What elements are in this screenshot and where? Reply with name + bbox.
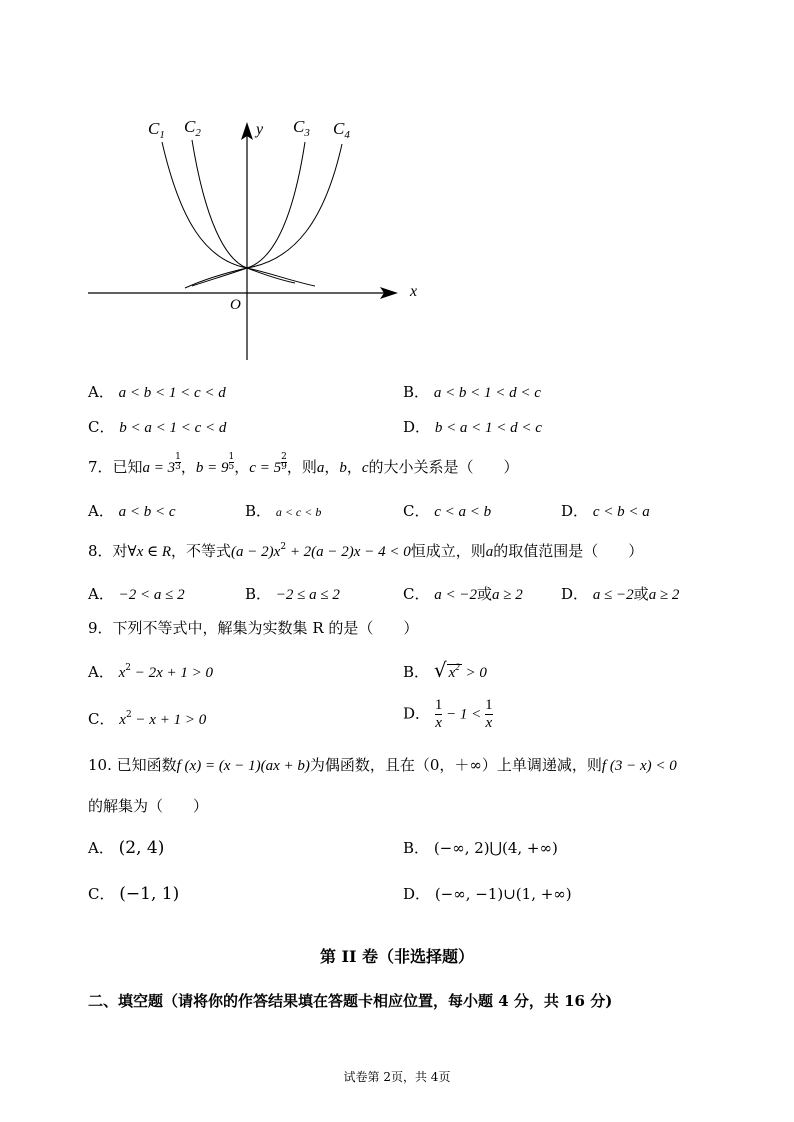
page-footer: 试卷第 2页，共 4页: [343, 1070, 451, 1084]
q10-option-b: B． (−∞, 2)⋃(4, +∞): [403, 839, 558, 857]
q9-option-d: D． $\frac{1}{x}$ − 1 < $\frac{1}{x}$: [403, 697, 493, 731]
q10-stem: 10. 已知函数f (x) = (x − 1)(ax + b)为偶函数，且在（0，＋∞）上单调递减，则f (3 − x) < 0: [88, 756, 677, 774]
q9-stem: 9．下列不等式中，解集为实数集 R 的是（ ）: [88, 619, 419, 637]
q7-stem: 7．已知a = 3 $\frac{1}{3}$ ，b = 9 $\frac{1}{5}$ ，c = 5 $\frac{2}{9}$ ，则a，b，c的大小关系是（ ）: [88, 451, 519, 476]
exponential-curves-figure: [80, 110, 440, 370]
q8-option-a: A． −2 < a ≤ 2: [88, 585, 185, 603]
q7-option-b: B． a < c < b: [245, 502, 322, 520]
q10-option-d: D． (−∞, −1)∪(1, +∞): [403, 885, 572, 903]
q10-stem-line2: 的解集为（ ）: [88, 797, 209, 815]
curve-label-c3: $C_3$: [293, 117, 310, 139]
curve-label-c4: $C_4$: [333, 119, 350, 141]
q9-option-c: C． $x^2 - x + 1 > 0$: [88, 710, 207, 728]
q7-option-c: C． c < a < b: [403, 502, 492, 520]
x-axis-label: x: [410, 283, 418, 300]
q8-option-b: B． −2 ≤ a ≤ 2: [245, 585, 340, 603]
q6-option-b: B． a < b < 1 < d < c: [403, 383, 541, 401]
q10-option-a: A． (2, 4): [88, 838, 165, 858]
y-axis-label: y: [256, 121, 264, 138]
origin-label: O: [230, 297, 241, 313]
curve-label-c1: $C_1$: [148, 119, 165, 141]
q9-option-b: B． √ $x^2 > 0$: [403, 658, 487, 682]
section-title: 第 II 卷（非选择题）: [319, 947, 475, 966]
curve-c2: [192, 140, 295, 283]
curve-c4: [185, 144, 342, 288]
q10-option-c: C． (−1, 1): [88, 884, 180, 904]
q8-option-c: C． a < −2或a ≥ 2: [403, 585, 523, 603]
q8-stem: 8．对∀x ∈ R，不等式$(a - 2)x^2 + 2(a - 2)x - 4 < 0$恒成立，则a的取值范围是（ ）: [88, 542, 644, 560]
q6-option-d: D． b < a < 1 < d < c: [403, 418, 542, 436]
q6-option-a: A． a < b < 1 < c < d: [88, 383, 226, 401]
q8-option-d: D． a ≤ −2或a ≥ 2: [561, 585, 680, 603]
curve-label-c2: $C_2$: [184, 117, 201, 139]
q6-option-c: C． b < a < 1 < c < d: [88, 418, 227, 436]
q7-option-a: A． a < b < c: [88, 502, 176, 520]
curve-c1: [162, 142, 315, 286]
q9-option-a: A． $x^2 - 2x + 1 > 0$: [88, 663, 214, 681]
q7-option-d: D． c < b < a: [561, 502, 650, 520]
fill-in-heading: 二、填空题（请将你的作答结果填在答题卡相应位置，每小题 4 分，共 16 分): [88, 992, 613, 1010]
